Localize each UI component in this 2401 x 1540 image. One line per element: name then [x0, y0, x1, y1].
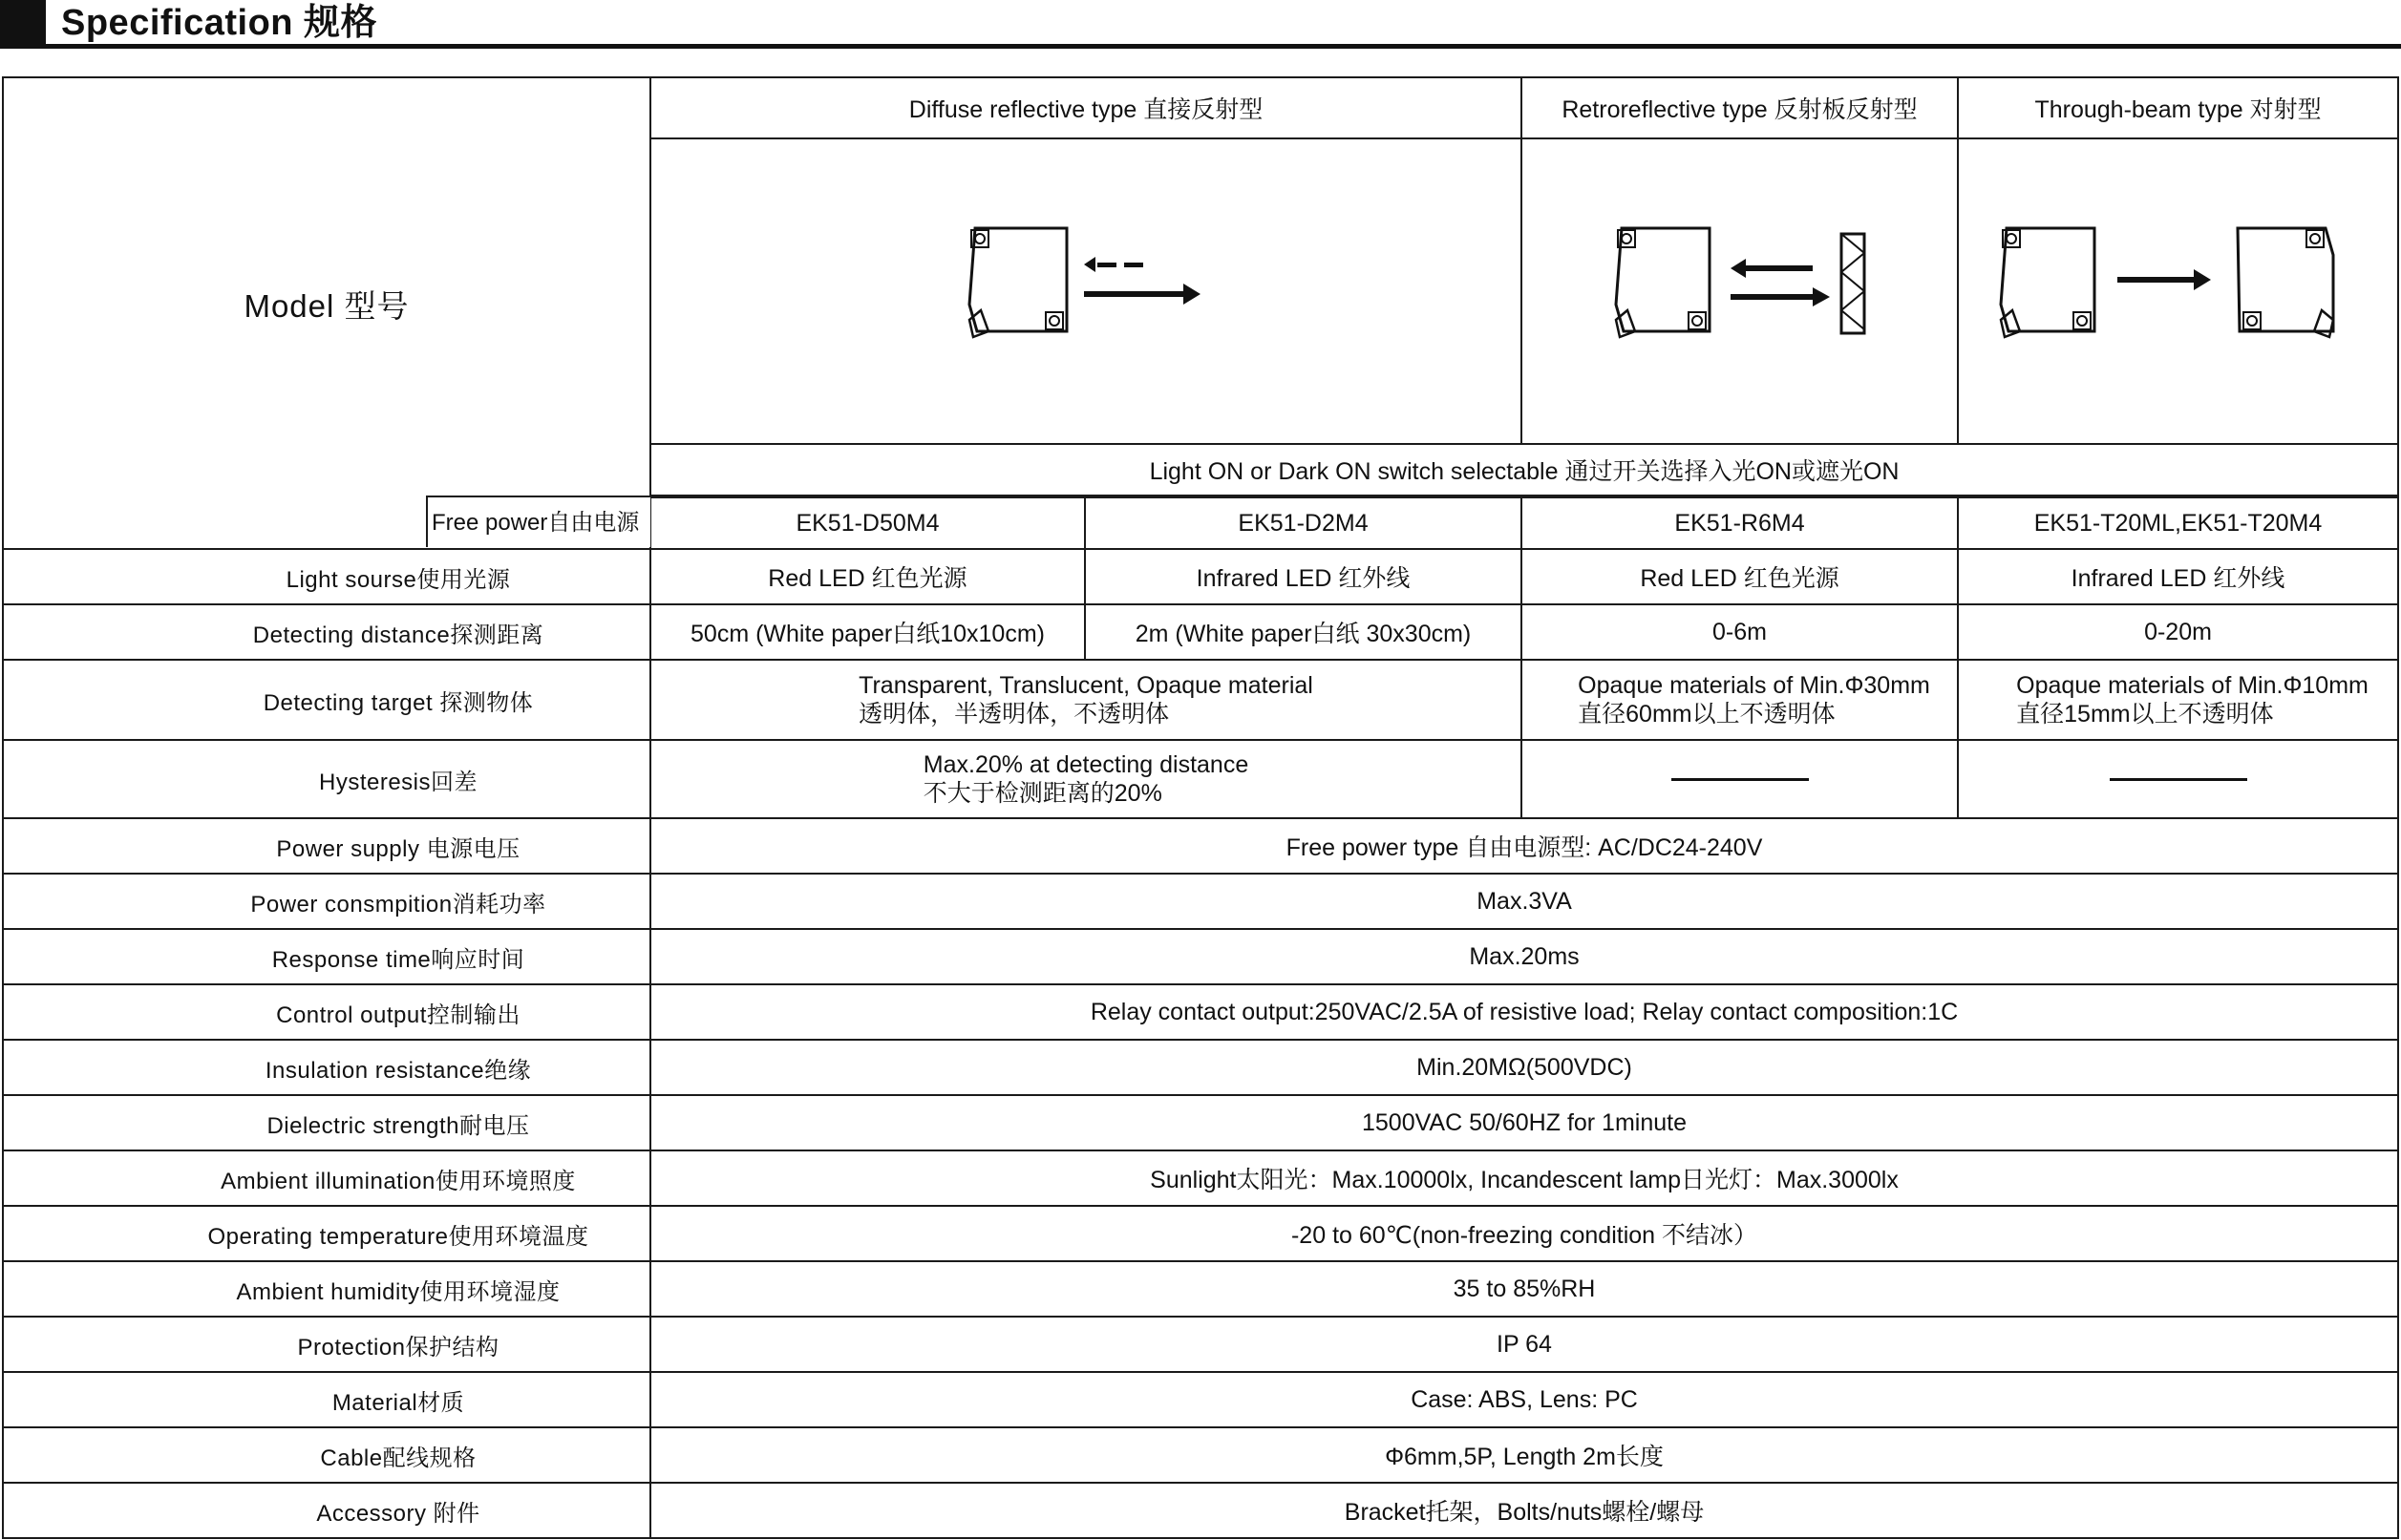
operating-temperature-value: -20 to 60℃(non-freezing condition 不结冰）: [650, 1206, 2398, 1261]
material-value: Case: ABS, Lens: PC: [650, 1372, 2398, 1427]
detecting-target-through-en: Opaque materials of Min.Φ10mm: [2016, 672, 2369, 699]
spec-table: [2, 76, 2399, 1539]
detecting-target-retro: [1521, 660, 1958, 740]
light-source-d2: Infrared LED 红外线: [1085, 549, 1521, 604]
diffuse-diagram-cell: [650, 138, 1521, 444]
retroreflective-diagram-icon: [1597, 224, 1883, 358]
switch-note: Light ON or Dark ON switch selectable 通过开关选择入光ON或遮光ON: [650, 444, 2398, 496]
diffuse-reflective-diagram-icon: [962, 224, 1210, 358]
light-source-t20: Infrared LED 红外线: [1958, 549, 2398, 604]
cable-value: Φ6mm,5P, Length 2m长度: [650, 1427, 2398, 1483]
detecting-distance-t20: 0-20m: [1958, 604, 2398, 660]
response-time-value: Max.20ms: [650, 929, 2398, 984]
through-diagram-cell: [1958, 138, 2398, 444]
hysteresis-diffuse-cn: 不大于检测距离的20%: [923, 780, 1162, 807]
ambient-humidity-value: 35 to 85%RH: [650, 1261, 2398, 1317]
light-source-d50: Red LED 红色光源: [650, 549, 1085, 604]
protection-value: IP 64: [650, 1317, 2398, 1372]
free-power-label: Free power自由电源: [426, 496, 650, 547]
hysteresis-diffuse-en: Max.20% at detecting distance: [923, 751, 1249, 778]
detecting-target-retro-en: Opaque materials of Min.Φ30mm: [1578, 672, 1930, 699]
header-marker: [0, 0, 46, 46]
hysteresis-retro: [1521, 740, 1958, 818]
light-source-r6: Red LED 红色光源: [1521, 549, 1958, 604]
detecting-target-through-cn: 直径15mm以上不透明体: [2016, 701, 2274, 728]
detecting-target-diffuse: [650, 660, 1521, 740]
model-ek51-r6m4: EK51-R6M4: [1521, 497, 1958, 549]
detecting-target-label: Detecting target 探测物体: [3, 660, 650, 740]
page-title: Specification 规格: [61, 3, 378, 43]
ambient-illumination-value: Sunlight太阳光：Max.10000lx, Incandescent lamp日光灯：Max.3000lx: [650, 1150, 2398, 1206]
detecting-target-diffuse-cn: 透明体，半透明体，不透明体: [859, 701, 1170, 728]
hysteresis-diffuse: [650, 740, 1521, 818]
accessory-label: Accessory 附件: [3, 1483, 650, 1538]
power-consumption-value: Max.3VA: [650, 874, 2398, 929]
accessory-value: Bracket托架，Bolts/nuts螺栓/螺母: [650, 1483, 2398, 1538]
model-ek51-d2m4: EK51-D2M4: [1085, 497, 1521, 549]
control-output-value: Relay contact output:250VAC/2.5A of resistive load; Relay contact composition:1C: [650, 984, 2398, 1040]
dielectric-label: Dielectric strength耐电压: [3, 1095, 650, 1150]
protection-label: Protection保护结构: [3, 1317, 650, 1372]
ambient-illumination-label: Ambient illumination使用环境照度: [3, 1150, 650, 1206]
detecting-target-diffuse-en: Transparent, Translucent, Opaque material: [859, 672, 1313, 699]
detecting-distance-d2: 2m (White paper白纸 30x30cm): [1085, 604, 1521, 660]
operating-temperature-label: Operating temperature使用环境温度: [3, 1206, 650, 1261]
light-source-label: Light sourse使用光源: [3, 549, 650, 604]
material-label: Material材质: [3, 1372, 650, 1427]
dielectric-value: 1500VAC 50/60HZ for 1minute: [650, 1095, 2398, 1150]
not-applicable-dash: [2110, 778, 2247, 781]
not-applicable-dash: [1671, 778, 1809, 781]
model-ek51-t20: EK51-T20ML,EK51-T20M4: [1958, 497, 2398, 549]
model-ek51-d50m4: EK51-D50M4: [650, 497, 1085, 549]
power-consumption-label: Power consmpition消耗功率: [3, 874, 650, 929]
ambient-humidity-label: Ambient humidity使用环境湿度: [3, 1261, 650, 1317]
control-output-label: Control output控制输出: [3, 984, 650, 1040]
model-label: Model 型号: [3, 77, 650, 549]
retro-diagram-cell: [1521, 138, 1958, 444]
cable-label: Cable配线规格: [3, 1427, 650, 1483]
hysteresis-through: [1958, 740, 2398, 818]
detecting-distance-d50: 50cm (White paper白纸10x10cm): [650, 604, 1085, 660]
through-beam-diagram-icon: [1997, 224, 2360, 358]
power-supply-label: Power supply 电源电压: [3, 818, 650, 874]
response-time-label: Response time响应时间: [3, 929, 650, 984]
type-header-through: Through-beam type 对射型: [1958, 77, 2398, 138]
type-header-retro: Retroreflective type 反射板反射型: [1521, 77, 1958, 138]
detecting-distance-r6: 0-6m: [1521, 604, 1958, 660]
insulation-label: Insulation resistance绝缘: [3, 1040, 650, 1095]
type-header-diffuse: Diffuse reflective type 直接反射型: [650, 77, 1521, 138]
detecting-target-through: [1958, 660, 2398, 740]
insulation-value: Min.20MΩ(500VDC): [650, 1040, 2398, 1095]
power-supply-value: Free power type 自由电源型: AC/DC24-240V: [650, 818, 2398, 874]
detecting-target-retro-cn: 直径60mm以上不透明体: [1578, 701, 1836, 728]
header-rule: [0, 44, 2401, 49]
detecting-distance-label: Detecting distance探测距离: [3, 604, 650, 660]
hysteresis-label: Hysteresis回差: [3, 740, 650, 818]
